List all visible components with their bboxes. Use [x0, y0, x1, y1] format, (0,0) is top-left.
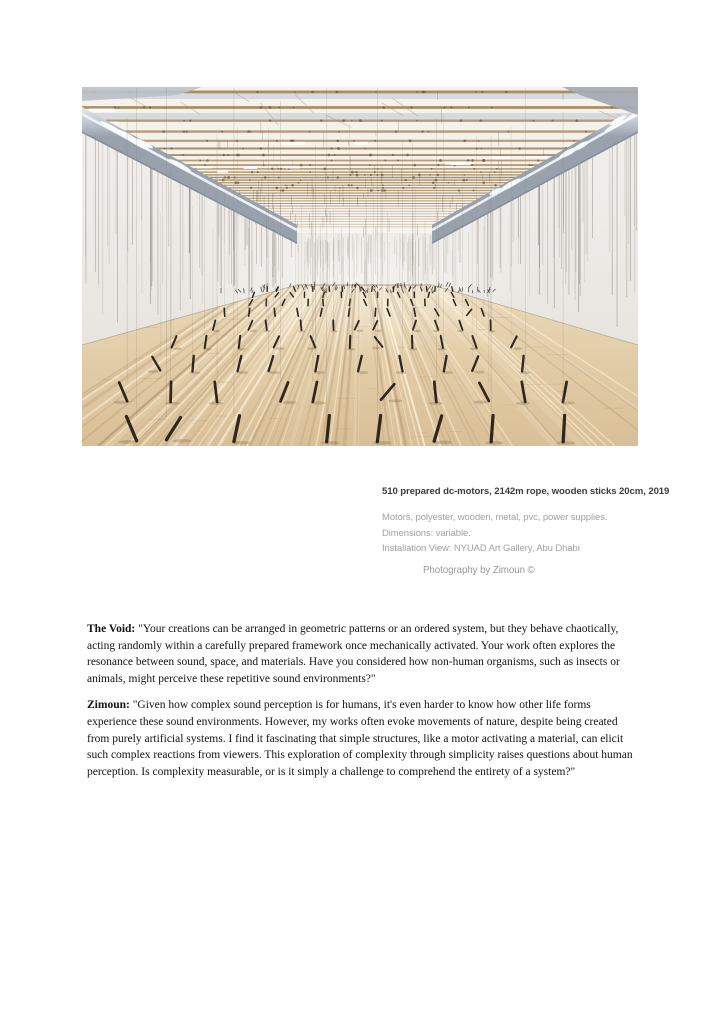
- artwork-details: [382, 510, 692, 557]
- artwork-caption: [382, 486, 692, 576]
- speaker-name-void: The Void:: [87, 623, 136, 635]
- artwork-installation-view: Installation View: NYUAD Art Gallery, Abu Dhabi: [382, 543, 580, 554]
- speaker-name-zimoun: Zimoun:: [87, 699, 130, 712]
- installation-photo: [82, 87, 638, 446]
- installation-photo-svg: [82, 87, 638, 446]
- answer-text: "Given how complex sound perception is for humans, it's even harder to know how other life forms experience these sound environments. However, my works often evoke movements of nature, despite being created from purely artificial systems. I find it fascinating that simple structures, like a motor activating a material, can elicit such complex reactions from viewers. This exploration of complexity through simplicity raises questions about human perception. Is complexity measurable, or is it simply a challenge to comprehend the entirety of a system?": [87, 699, 633, 778]
- question-text: "Your creations can be arranged in geometric patterns or an ordered system, but they behave chaotically, acting randomly within a carefully prepared framework once mechanically activated. Your work often explores the resonance between sound, space, and materials. Have you considered how non-human organisms, such as insects or animals, might perceive these repetitive sound environments?": [87, 623, 620, 685]
- interview-answer-paragraph: [87, 697, 640, 780]
- artwork-title: 510 prepared dc-motors, 2142m rope, wooden sticks 20cm, 2019: [382, 486, 670, 497]
- photo-credit: Photography by Zimoun ©: [423, 564, 535, 576]
- artwork-materials: Motors, polyester, wooden, metal, pvc, power supplies.: [382, 512, 608, 523]
- installation-photo-canvas: [82, 87, 638, 446]
- artwork-dimensions: Dimensions: variable.: [382, 527, 471, 539]
- interview-text: [87, 621, 640, 790]
- interview-question-paragraph: [87, 621, 640, 687]
